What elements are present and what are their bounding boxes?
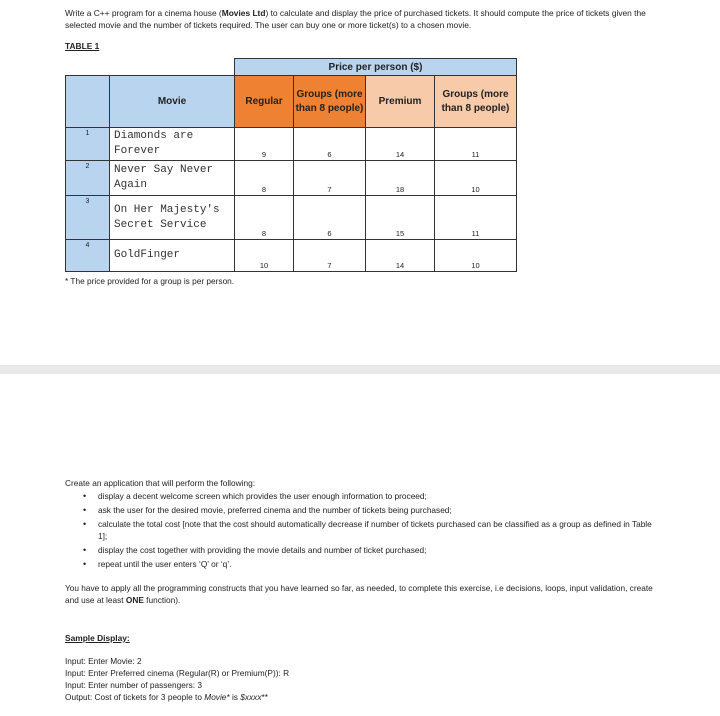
intro-company: Movies Ltd — [221, 8, 266, 18]
price-table — [65, 58, 517, 272]
constructs-paragraph: You have to apply all the programming constructs that you have learned so far, as needed, to complete this exercise, i.e decisions, loops, input validation, create and use at least ONE function). — [65, 583, 653, 605]
movie-title: Diamonds are Forever — [110, 128, 235, 161]
row-number: 1 — [66, 128, 110, 161]
group-regular-price: 6 — [294, 128, 366, 161]
table-row — [66, 128, 517, 161]
sample-display-title: Sample Display: — [65, 633, 130, 643]
group-premium-price: 10 — [435, 161, 517, 196]
number-header — [66, 76, 110, 128]
page-two — [0, 374, 720, 716]
group-regular-price: 6 — [294, 196, 366, 240]
group-premium-price: 11 — [435, 196, 517, 240]
list-item: • calculate the total cost [note that the cost should automatically decrease if number of tickets purchased can be classified as a group as defined in Table 1]; — [83, 519, 652, 541]
bullet-icon: • — [83, 519, 87, 529]
movie-title: GoldFinger — [110, 240, 235, 272]
table-row — [66, 240, 517, 272]
sample-line-output: Output: Cost of tickets for 3 people to Movie* is $xxxx** — [65, 692, 268, 702]
group-premium-price: 11 — [435, 128, 517, 161]
groups-premium-header: Groups (more than 8 people) — [435, 76, 517, 128]
premium-price: 14 — [366, 128, 435, 161]
table-footnote: * The price provided for a group is per person. — [65, 276, 235, 286]
sample-line: Input: Enter number of passengers: 3 — [65, 680, 202, 690]
row-number: 4 — [66, 240, 110, 272]
premium-header: Premium — [366, 76, 435, 128]
price-per-person-header: Price per person ($) — [235, 59, 517, 76]
regular-price: 8 — [235, 196, 294, 240]
bullet-icon: • — [83, 491, 87, 501]
premium-price: 15 — [366, 196, 435, 240]
regular-price: 10 — [235, 240, 294, 272]
header-blank — [66, 59, 235, 76]
intro-paragraph — [65, 7, 665, 31]
sample-line: Input: Enter Movie: 2 — [65, 656, 142, 666]
row-number: 2 — [66, 161, 110, 196]
sample-display — [65, 655, 289, 703]
row-number: 3 — [66, 196, 110, 240]
groups-regular-header: Groups (more than 8 people) — [294, 76, 366, 128]
regular-header: Regular — [235, 76, 294, 128]
regular-price: 8 — [235, 161, 294, 196]
tasks-lead: Create an application that will perform the following: — [65, 478, 256, 488]
group-premium-price: 10 — [435, 240, 517, 272]
bullet-icon: • — [83, 505, 87, 515]
group-regular-price: 7 — [294, 240, 366, 272]
intro-text-1: Write a C++ program for a cinema house ( — [65, 8, 222, 18]
table-row — [66, 196, 517, 240]
list-item: • display the cost together with providing the movie details and number of ticket purchased; — [83, 545, 427, 555]
list-item: • display a decent welcome screen which provides the user enough information to proceed; — [83, 491, 427, 501]
list-item: • ask the user for the desired movie, preferred cinema and the number of tickets being purchased; — [83, 505, 452, 515]
bullet-icon: • — [83, 545, 87, 555]
table-row — [66, 161, 517, 196]
premium-price: 18 — [366, 161, 435, 196]
movie-title: On Her Majesty's Secret Service — [110, 196, 235, 240]
bullet-icon: • — [83, 559, 87, 569]
intro-text-2: ) to calculate and display the price of purchased tickets. It should compute the price of tickets given the selected movie and the number of tickets required. The user can buy one or more ticket(s) to a chosen movie. — [65, 8, 646, 30]
movie-header: Movie — [110, 76, 235, 128]
task-list — [65, 490, 655, 572]
table-label: TABLE 1 — [65, 41, 100, 51]
list-item: • repeat until the user enters ‘Q’ or ‘q’. — [83, 559, 232, 569]
group-regular-price: 7 — [294, 161, 366, 196]
premium-price: 14 — [366, 240, 435, 272]
movie-title: Never Say Never Again — [110, 161, 235, 196]
page-separator — [0, 365, 720, 374]
sample-line: Input: Enter Preferred cinema (Regular(R) or Premium(P)): R — [65, 668, 290, 678]
regular-price: 9 — [235, 128, 294, 161]
